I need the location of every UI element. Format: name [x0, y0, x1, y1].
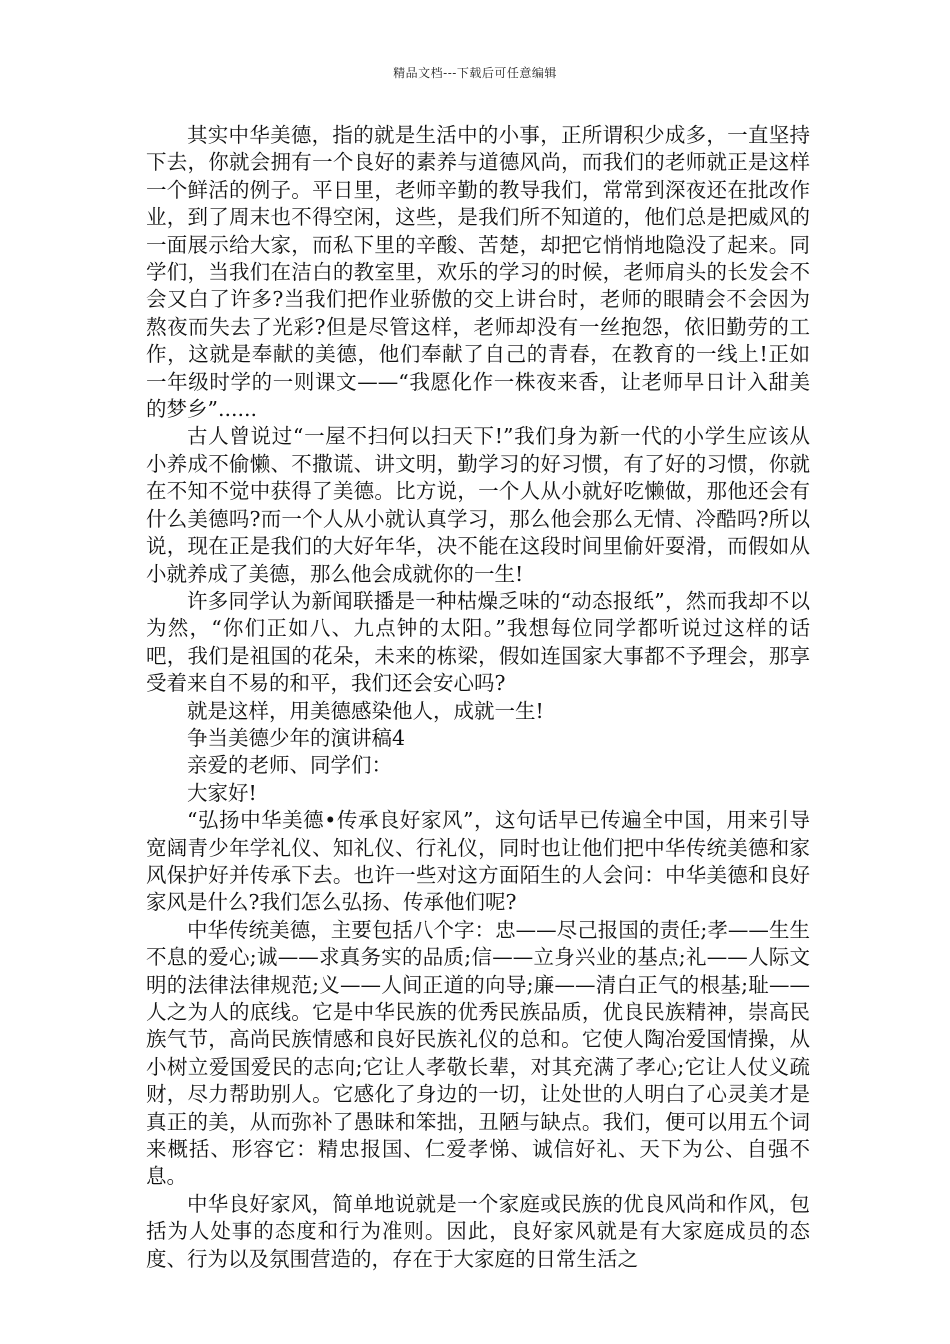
paragraph-teachers-virtue: 其实中华美德，指的就是生活中的小事，正所谓积少成多，一直坚持下去，你就会拥有一个良好的素养与道德风尚，而我们的老师就正是这样一个鲜活的例子。平日里，老师辛勤的教导我们，常常到深夜还在批改作业，到了周末也不得空闲，这些，是我们所不知道的，他们总是把威风的一面展示给大家，而私下里的辛酸、苦楚，却把它悄悄地隐没了起来。同学们，当我们在洁白的教室里，欢乐的学习的时候，老师肩头的长发会不会又白了许多?当我们把作业骄傲的交上讲台时，老师的眼睛会不会因为熬夜而失去了光彩?但是尽管这样，老师却没有一丝抱怨，依旧勤劳的工作，这就是奉献的美德，他们奉献了自己的青春，在教育的一线上!正如一年级时学的一则课文——“我愿化作一株夜来香，让老师早日计入甜美的梦乡”......	[146, 123, 810, 422]
document-header: 精品文档---下载后可任意编辑	[393, 66, 557, 80]
speech-greeting: 大家好!	[187, 780, 257, 805]
paragraph-family-tradition-intro: “弘扬中华美德•传承良好家风”，这句话早已传遍全中国，用来引导宽阔青少年学礼仪、知礼仪、行礼仪，同时也让他们把中华传统美德和家风保护好并传承下去。也许一些对这方面陌生的人会问：中华美德和良好家风是什么?我们怎么弘扬、传承他们呢?	[146, 808, 810, 915]
paragraph-conclusion: 就是这样，用美德感染他人，成就一生!	[187, 698, 544, 723]
document-body	[146, 122, 810, 1273]
speech-title: 争当美德少年的演讲稿4	[187, 725, 406, 750]
paragraph-good-family-tradition: 中华良好家风，简单地说就是一个家庭或民族的优良风尚和作风，包括为人处事的态度和行为准则。因此，良好家风就是有大家庭成员的态度、行为以及氛围营造的，存在于大家庭的日常生活之	[146, 1191, 810, 1271]
speech-salutation: 亲爱的老师、同学们：	[187, 753, 392, 778]
paragraph-traditional-virtues: 中华传统美德，主要包括八个字：忠——尽己报国的责任;孝——生生不息的爱心;诚——求真务实的品质;信——立身兴业的基点;礼——人际文明的法律法律规范;义——人间正道的向导;廉——清白正气的根基;耻——人之为人的底线。它是中华民族的优秀民族品质，优良民族精神，崇高民族气节，高尚民族情感和良好民族礼仪的总和。它使人陶冶爱国情操，从小树立爱国爱民的志向;它让人孝敬长辈，对其充满了孝心;它让人仗义疏财，尽力帮助别人。它感化了身边的一切，让处世的人明白了心灵美才是真正的美，从而弥补了愚昧和笨拙，丑陋与缺点。我们，便可以用五个词来概括、形容它：精忠报国、仁爱孝悌、诚信好礼、天下为公、自强不息。	[146, 917, 810, 1189]
paragraph-news-broadcast: 许多同学认为新闻联播是一种枯燥乏味的“动态报纸”，然而我却不以为然，“你们正如八、九点钟的太阳。”我想每位同学都听说过这样的话吧，我们是祖国的花朵，未来的栋梁，假如连国家大事都不予理会，那享受着来自不易的和平，我们还会安心吗?	[146, 588, 810, 696]
paragraph-good-habits: 古人曾说过“一屋不扫何以扫天下!”我们身为新一代的小学生应该从小养成不偷懒、不撒谎、讲文明，勤学习的好习惯，有了好的习惯，你就在不知不觉中获得了美德。比方说，一个人从小就好吃懒做，那他还会有什么美德吗?而一个人从小就认真学习，那么他会那么无情、冷酷吗?所以说，现在正是我们的大好年华，决不能在这段时间里偷奸耍滑，而假如从小就养成了美德，那么他会成就你的一生!	[146, 424, 810, 586]
